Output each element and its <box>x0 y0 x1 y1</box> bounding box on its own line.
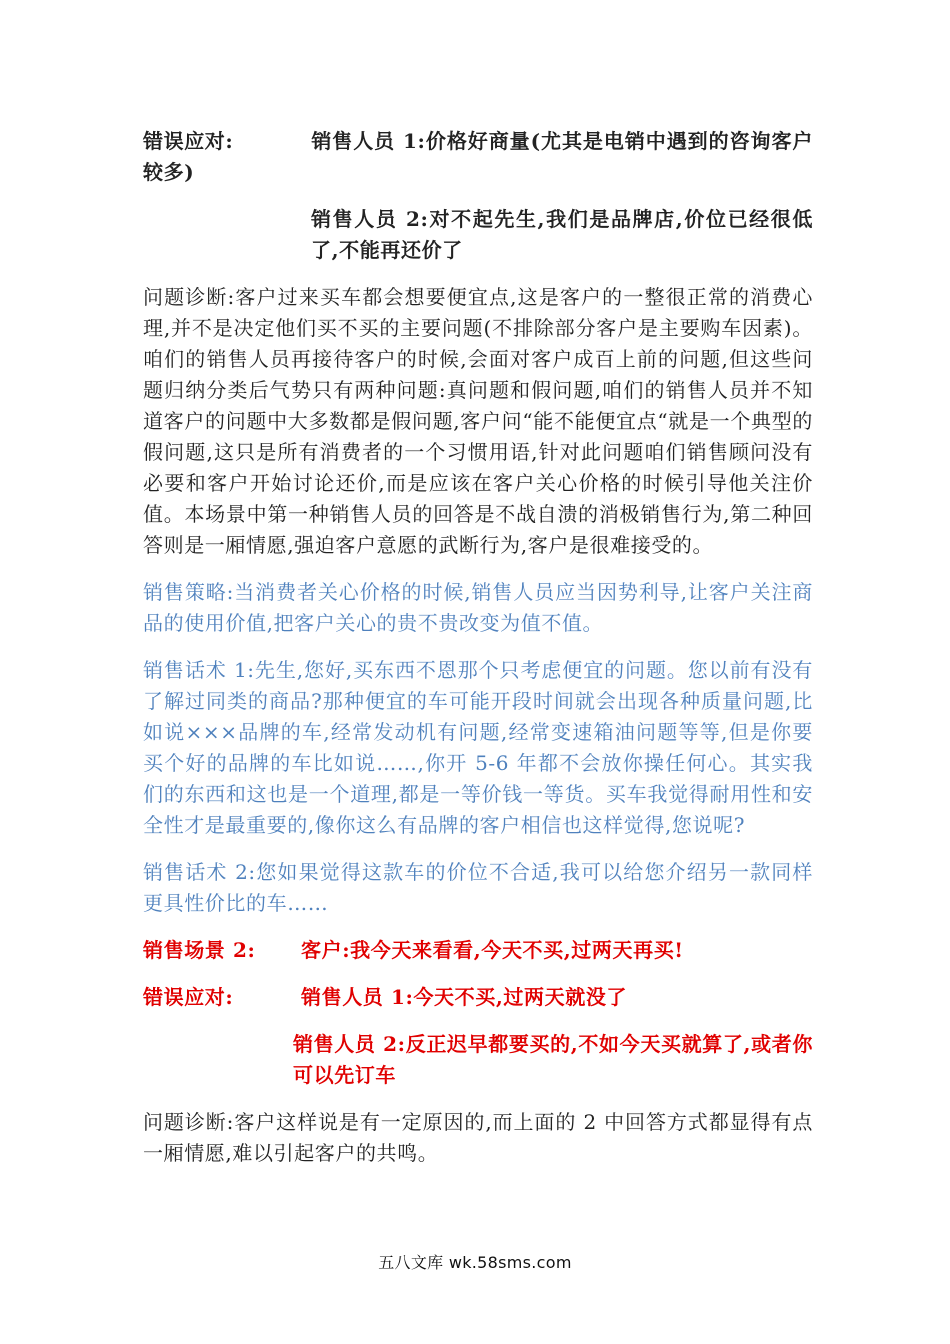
footer-watermark: 五八文库 wk.58sms.com <box>378 1253 572 1272</box>
salesperson-2-response: 销售人员 2:对不起先生,我们是品牌店,价位已经很低了,不能再还价了 <box>311 207 813 262</box>
document-body <box>143 126 813 1169</box>
sales-scene-2-line <box>143 935 813 966</box>
wrong-response-label: 错误应对: <box>143 129 234 153</box>
problem-diagnosis-paragraph: 问题诊断:客户过来买车都会想要便宜点,这是客户的一整很正常的消费心理,并不是决定他们买不买的主要问题(不排除部分客户是主要购车因素)。咱们的销售人员再接待客户的时候,会面对客户成百上前的问题,但这些问题归纳分类后气势只有两种问题:真问题和假问题,咱们的销售人员并不知道客户的问题中大多数都是假问题,客户问“能不能便宜点“就是一个典型的假问题,这只是所有消费者的一个习惯用语,针对此问题咱们销售顾问没有必要和客户开始讨论还价,而是应该在客户关心价格的时候引导他关注价值。本场景中第一种销售人员的回答是不战自溃的消极销售行为,第二种回答则是一厢情愿,强迫客户意愿的武断行为,客户是很难接受的。 <box>143 285 813 557</box>
scene-2-wrong-response-label: 错误应对: <box>143 985 234 1009</box>
sales-strategy-paragraph: 销售策略:当消费者关心价格的时候,销售人员应当因势利导,让客户关注商品的使用价值,把客户关心的贵不贵改变为值不值。 <box>143 580 813 635</box>
scene-2-wrong-response-line-2 <box>143 1029 813 1091</box>
sales-scene-2-text: 客户:我今天来看看,今天不买,过两天再买! <box>301 938 684 962</box>
scene-2-wrong-response-line-1 <box>143 982 813 1013</box>
sales-scene-2-label: 销售场景 2: <box>143 938 256 962</box>
sales-script-2-paragraph: 销售话术 2:您如果觉得这款车的价位不合适,我可以给您介绍另一款同样更具性价比的车…… <box>143 860 813 915</box>
scene-2-salesperson-2-response: 销售人员 2:反正迟早都要买的,不如今天买就算了,或者你可以先订车 <box>293 1032 813 1087</box>
wrong-response-line-2 <box>143 204 813 266</box>
wrong-response-line-1 <box>143 126 813 188</box>
sales-script-1-paragraph: 销售话术 1:先生,您好,买东西不恩那个只考虑便宜的问题。您以前有没有了解过同类的商品?那种便宜的车可能开段时间就会出现各种质量问题,比如说×××品牌的车,经常发动机有问题,经常变速箱油问题等等,但是你要买个好的品牌的车比如说……,你开 5-6 年都不会放你操任何心。其实我们的东西和这也是一个道理,都是一等价钱一等货。买车我觉得耐用性和安全性才是最重要的,像你这么有品牌的客户相信也这样觉得,您说呢? <box>143 658 813 837</box>
scene-2-problem-diagnosis-paragraph: 问题诊断:客户这样说是有一定原因的,而上面的 2 中回答方式都显得有点一厢情愿,难以引起客户的共鸣。 <box>143 1110 813 1165</box>
scene-2-salesperson-1-response: 销售人员 1:今天不买,过两天就没了 <box>301 985 628 1009</box>
salesperson-1-response: 销售人员 1:价格好商量(尤其是电销中遇到的咨询客户较多) <box>143 129 813 184</box>
